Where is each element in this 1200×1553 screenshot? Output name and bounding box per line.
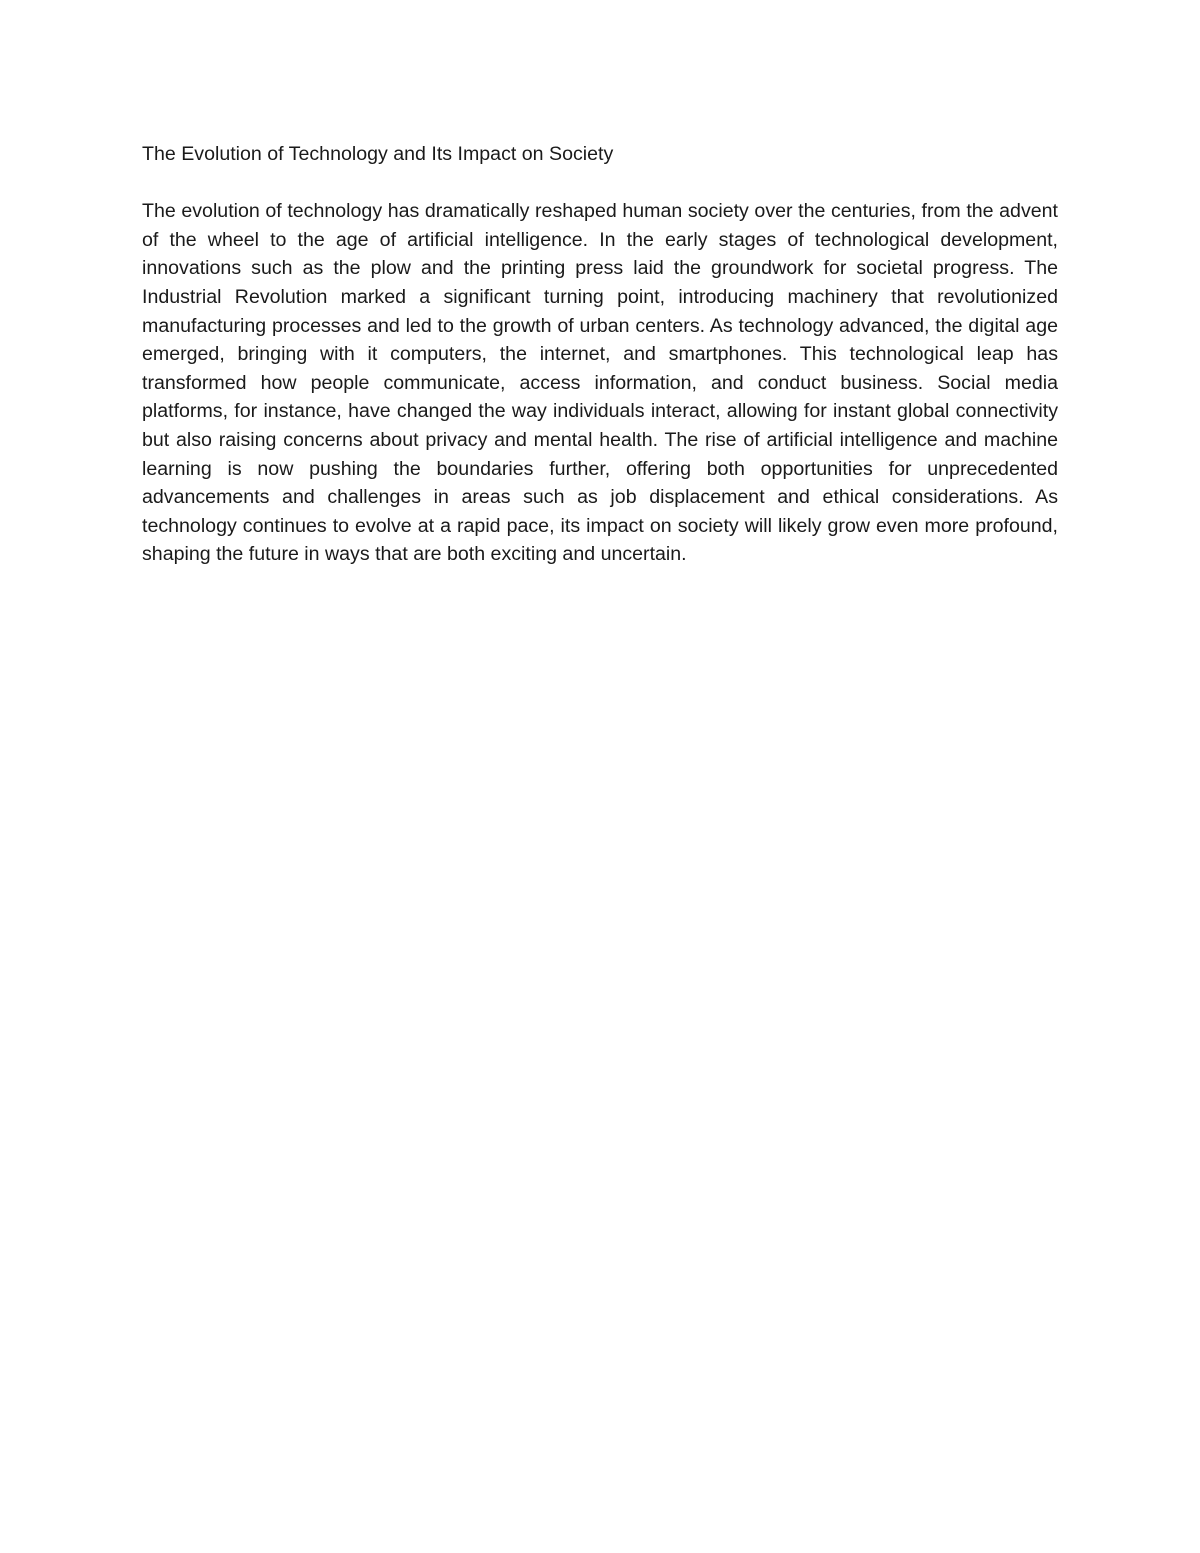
document-title: The Evolution of Technology and Its Impact on Society <box>142 143 614 165</box>
document-content <box>142 140 1058 569</box>
body-paragraph: The evolution of technology has dramatically reshaped human society over the centuries, from the advent of the wheel to the age of artificial intelligence. In the early stages of technological development, innovations such as the plow and the printing press laid the groundwork for societal progress. The Industrial Revolution marked a significant turning point, introducing machinery that revolutionized manufacturing processes and led to the growth of urban centers. As technology advanced, the digital age emerged, bringing with it computers, the internet, and smartphones. This technological leap has transformed how people communicate, access information, and conduct business. Social media platforms, for instance, have changed the way individuals interact, allowing for instant global connectivity but also raising concerns about privacy and mental health. The rise of artificial intelligence and machine learning is now pushing the boundaries further, offering both opportunities for unprecedented advancements and challenges in areas such as job displacement and ethical considerations. As technology continues to evolve at a rapid pace, its impact on society will likely grow even more profound, shaping the future in ways that are both exciting and uncertain. <box>142 200 1058 566</box>
